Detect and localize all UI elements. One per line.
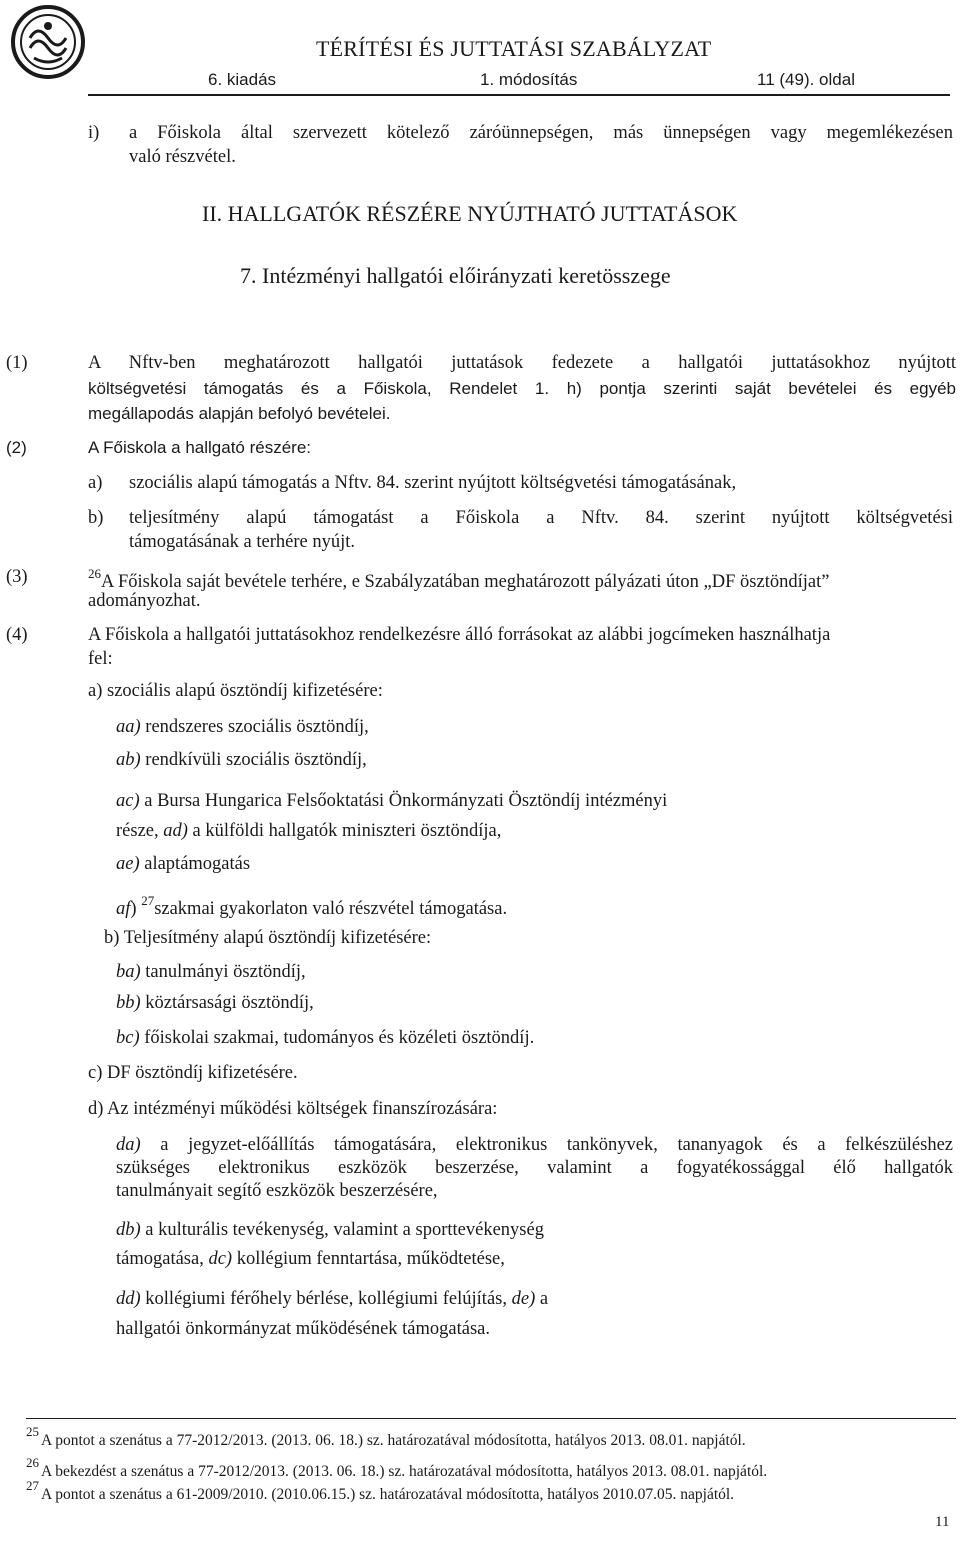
- item-i-marker: i): [88, 123, 100, 143]
- da-line2: szükséges elektronikus eszközök beszerzése, valamint a fogyatékossággal élő hallgatók: [116, 1158, 953, 1178]
- para3-marker: (3): [6, 567, 28, 587]
- footnote-ref-26[interactable]: 26: [88, 566, 101, 581]
- footnote-27-number: 27: [26, 1478, 39, 1493]
- da-line1: a jegyzet-előállítás támogatására, elektronikus tankönyvek, tananyagok és a felkészüléshez: [140, 1135, 953, 1155]
- da-label: da): [116, 1135, 141, 1155]
- para1-line2: költségvetési támogatás és a Főiskola, Rendelet 1. h) pontja szerinti saját bevételei és egyéb: [88, 379, 956, 398]
- bc-text: főiskolai szakmai, tudományos és közéleti ösztöndíj.: [139, 1028, 535, 1048]
- de-cont: hallgatói önkormányzat működésének támogatása.: [116, 1319, 490, 1339]
- para2-b-line1: teljesítmény alapú támogatást a Főiskola a Nftv. 84. szerint nyújtott költségvetési: [129, 508, 953, 528]
- ad-label: ad): [163, 821, 188, 841]
- bc-label: bc): [116, 1028, 140, 1048]
- para4-marker: (4): [6, 625, 28, 645]
- footnote-ref-27[interactable]: 27: [141, 893, 155, 908]
- footnote-26: [26, 1455, 768, 1481]
- ba-text: tanulmányi ösztöndíj,: [140, 962, 306, 982]
- ab-text: rendkívüli szociális ösztöndíj,: [140, 750, 367, 770]
- para2-a-marker: a): [88, 473, 103, 493]
- db-cont: támogatása,: [116, 1249, 209, 1269]
- edition-label: 6. kiadás: [208, 70, 277, 89]
- para2-marker: (2): [6, 438, 27, 457]
- para3-line1: A Főiskola saját bevétele terhére, e Szabályzatában meghatározott pályázati úton „DF ösztöndíjat”: [101, 572, 830, 593]
- document-title: TÉRÍTÉSI ÉS JUTTATÁSI SZABÁLYZAT: [316, 36, 712, 61]
- para1-marker: (1): [6, 353, 28, 373]
- dc-text: kollégium fenntartása, működtetése,: [232, 1249, 505, 1269]
- d-title: d) Az intézményi működési költségek finanszírozására:: [88, 1099, 498, 1119]
- footnote-26-number: 26: [26, 1455, 39, 1470]
- ab-label: ab): [116, 750, 141, 770]
- ba-label: ba): [116, 962, 141, 982]
- para2-text: A Főiskola a hallgató részére:: [88, 438, 312, 457]
- item-i-line1: a Főiskola által szervezett kötelező záróünnepségen, más ünnepségen vagy megemlékezésen: [129, 123, 953, 143]
- de-label: de): [511, 1289, 536, 1309]
- b-title: b) Teljesítmény alapú ösztöndíj kifizetésére:: [104, 928, 432, 948]
- ae-label: ae): [116, 854, 140, 874]
- dd-text: kollégiumi férőhely bérlése, kollégiumi felújítás,: [140, 1289, 512, 1309]
- ac-cont: része,: [116, 821, 164, 841]
- para3-line2: adományozhat.: [88, 591, 201, 611]
- a-title: a) szociális alapú ösztöndíj kifizetésére:: [88, 681, 383, 701]
- dc-label: dc): [208, 1249, 233, 1269]
- da-line3: tanulmányait segítő eszközök beszerzésére,: [116, 1181, 438, 1201]
- footnote-27-text: A pontot a szenátus a 61-2009/2010. (2010.06.15.) sz. határozatával módosította, hatályos 2010.07.05. napjától.: [41, 1486, 735, 1503]
- db-text: a kulturális tevékenység, valamint a sporttevékenység: [140, 1220, 544, 1240]
- aa-label: aa): [116, 717, 141, 737]
- footnote-26-text: A bekezdést a szenátus a 77-2012/2013. (2013. 06. 18.) sz. határozatával módosította, hatályos 2013. 08.01. napjától.: [41, 1463, 768, 1480]
- dd-label: dd): [116, 1289, 141, 1309]
- footnote-27: [26, 1478, 735, 1504]
- ae-text: alaptámogatás: [139, 854, 251, 874]
- para4-line2: fel:: [88, 649, 113, 669]
- para1-line1: A Nftv-ben meghatározott hallgatói juttatások fedezete a hallgatói juttatásokhoz nyújtott: [88, 353, 956, 373]
- ad-text: a külföldi hallgatók miniszteri ösztöndíja,: [187, 821, 502, 841]
- footnote-25-number: 25: [26, 1424, 39, 1439]
- footnote-25: [26, 1424, 746, 1450]
- para1-line3: megállapodás alapján befolyó bevételei.: [88, 404, 391, 423]
- aa-text: rendszeres szociális ösztöndíj,: [140, 717, 369, 737]
- para2-b-line2: támogatásának a terhére nyújt.: [129, 532, 356, 552]
- section-heading: II. HALLGATÓK RÉSZÉRE NYÚJTHATÓ JUTTATÁSOK: [202, 201, 738, 226]
- af-paren: ): [130, 899, 142, 920]
- footnote-divider: [26, 1418, 956, 1419]
- item-i-line2: való részvétel.: [129, 147, 236, 167]
- c-title: c) DF ösztöndíj kifizetésére.: [88, 1063, 298, 1083]
- header-divider: [88, 94, 950, 96]
- af-text: szakmai gyakorlaton való részvétel támogatása.: [154, 899, 508, 920]
- para2-b-marker: b): [88, 508, 104, 528]
- page-number: 11: [935, 1514, 950, 1530]
- article-heading: 7. Intézményi hallgatói előirányzati keretösszege: [240, 263, 671, 288]
- af-label: af: [116, 899, 131, 920]
- institution-logo: [10, 4, 86, 80]
- ac-label: ac): [116, 791, 140, 811]
- footnote-25-text: A pontot a szenátus a 77-2012/2013. (2013. 06. 18.) sz. határozatával módosította, hatályos 2013. 08.01. napjától.: [41, 1432, 746, 1449]
- revision-label: 1. módosítás: [480, 70, 578, 89]
- db-label: db): [116, 1220, 141, 1240]
- para4-line1: A Főiskola a hallgatói juttatásokhoz rendelkezésre álló forrásokat az alábbi jogcímeken használhatja: [88, 625, 831, 645]
- bb-label: bb): [116, 993, 141, 1013]
- bb-text: köztársasági ösztöndíj,: [140, 993, 314, 1013]
- ac-text: a Bursa Hungarica Felsőoktatási Önkormányzati Ösztöndíj intézményi: [139, 791, 668, 811]
- de-text: a: [535, 1289, 549, 1309]
- para2-a-text: szociális alapú támogatás a Nftv. 84. szerint nyújtott költségvetési támogatásának,: [129, 473, 737, 493]
- page-label: 11 (49). oldal: [757, 70, 855, 89]
